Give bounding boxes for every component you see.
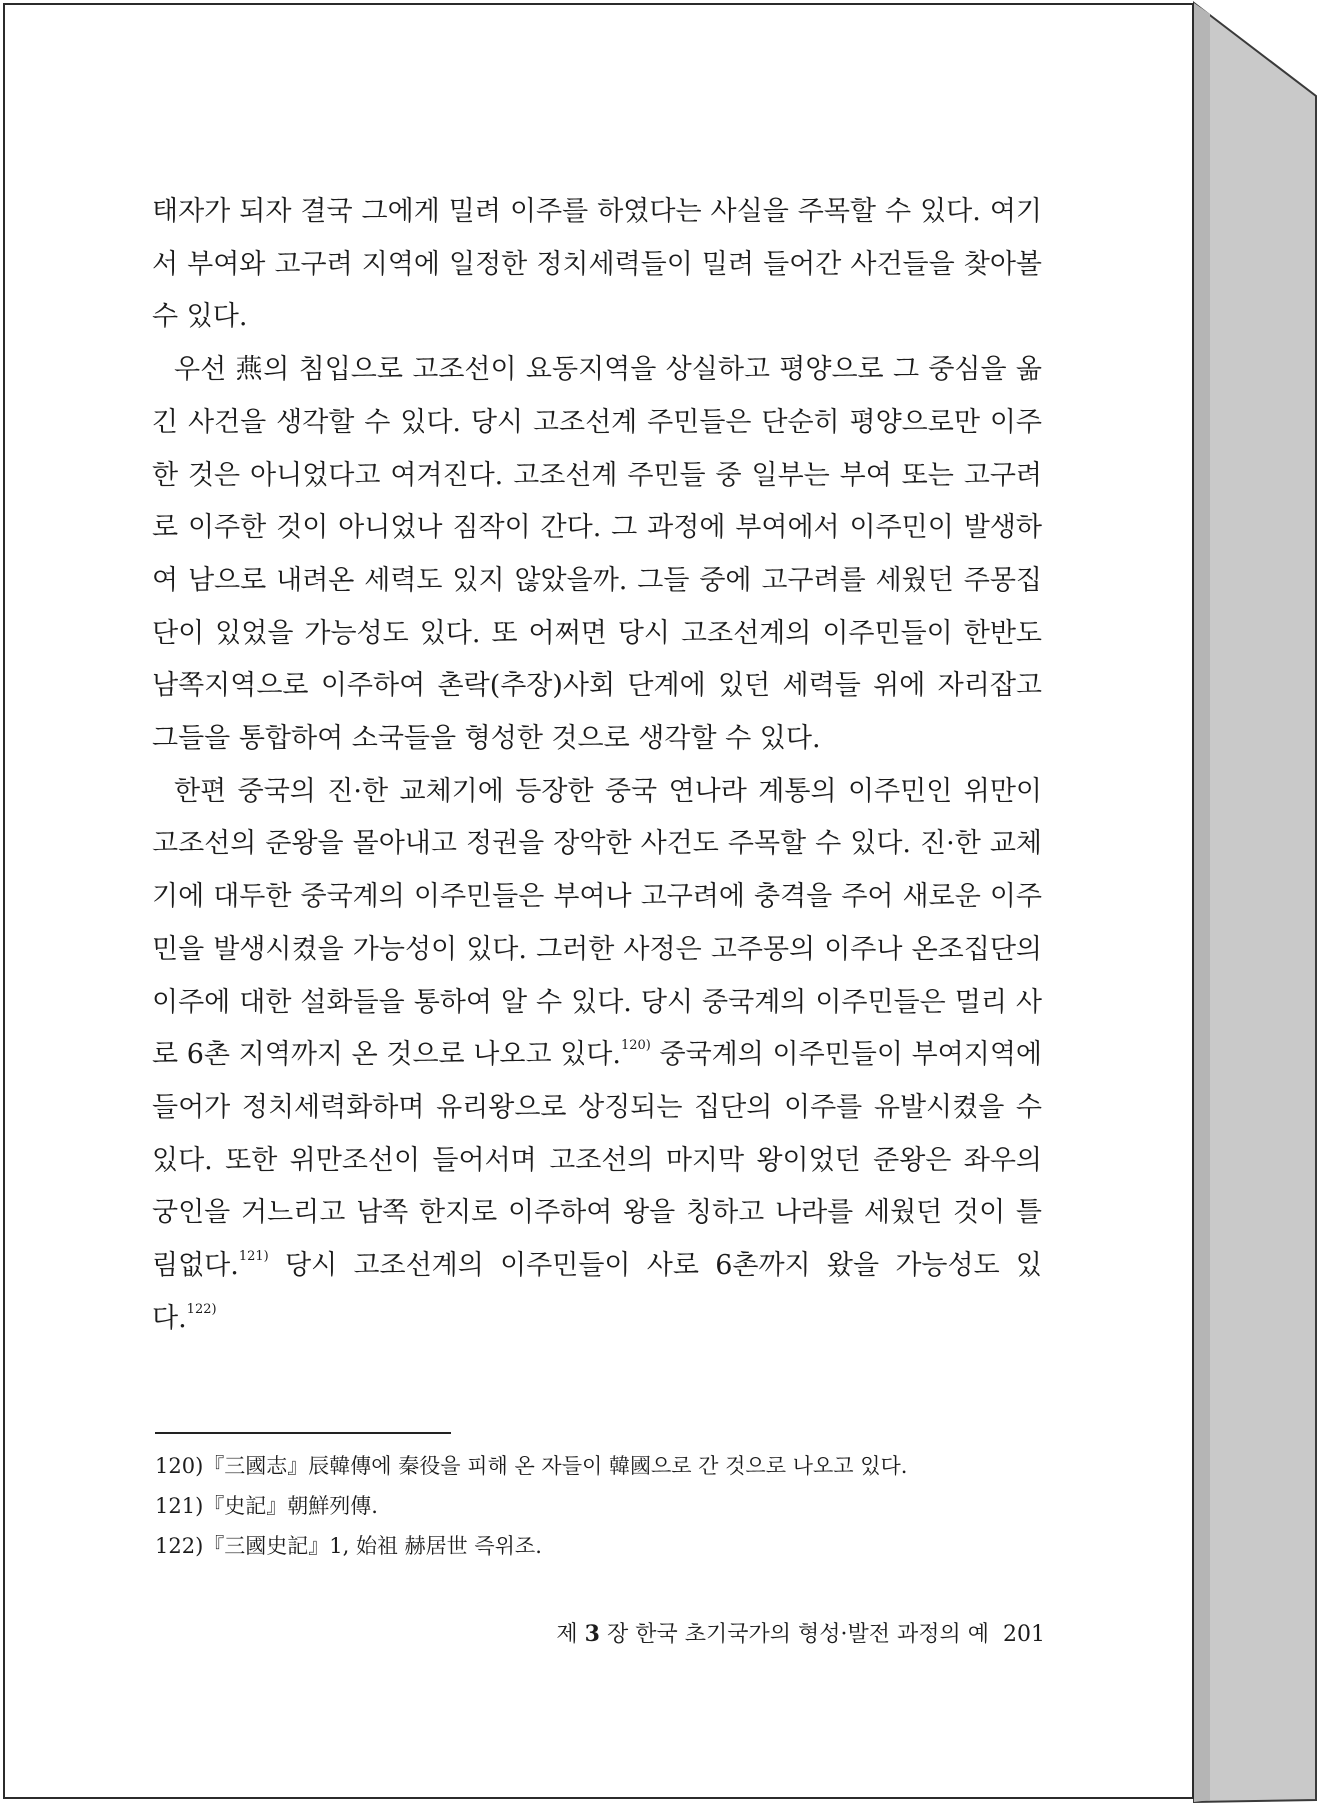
paragraph-text: 한편 중국의 진·한 교체기에 등장한 중국 연나라 계통의 이주민인 위만이 고조선의 준왕을 몰아내고 정권을 장악한 사건도 주목할 수 있다. 진·한 교체기에 대두한 중국계의 이주민들은 부여나 고구려에 충격을 주어 새로운 이주민을 발생시켰을 가능성이 있다. 그러한 사정은 고주몽의 이주나 온조집단의 이주에 대한 설화들을 통하여 알 수 있다. 당시 중국계의 이주민들은 멀리 사로 6촌 지역까지 온 것으로 나오고 있다.: [152, 775, 1042, 1071]
running-footer: [505, 1617, 1045, 1648]
footnote-separator: [155, 1432, 451, 1434]
footnote-reference: 122): [186, 1301, 217, 1317]
chapter-prefix: 제: [556, 1622, 578, 1647]
footnote: 120)『三國志』辰韓傳에 秦役을 피해 온 자들이 韓國으로 간 것으로 나오고 있다.: [155, 1454, 908, 1478]
footnotes: [155, 1446, 1045, 1566]
paragraph-text: 중국계의 이주민들이 부여지역에 들어가 정치세력화하며 유리왕으로 상징되는 집단의 이주를 유발시켰을 수 있다. 또한 위만조선이 들어서며 고조선의 마지막 왕이었던 준왕은 좌우의 궁인을 거느리고 남쪽 한지로 이주하여 왕을 칭하고 나라를 세웠던 것이 틀림없다.: [152, 1039, 1042, 1282]
footnote: 122)『三國史記』1, 始祖 赫居世 즉위조.: [155, 1534, 542, 1558]
chapter-suffix: 장: [606, 1622, 629, 1647]
footnote: 121)『史記』朝鮮列傳.: [155, 1494, 378, 1518]
body-text: [152, 186, 1042, 1345]
chapter-number: 3: [584, 1621, 600, 1647]
paragraph-text: 당시 고조선계의 이주민들이 사로 6촌까지 왔을 가능성도 있다.: [152, 1250, 1042, 1334]
page-number: 201: [1003, 1622, 1045, 1647]
footnote-reference: 121): [238, 1249, 269, 1265]
footnote-reference: 120): [620, 1038, 651, 1054]
paragraph: 우선 燕의 침입으로 고조선이 요동지역을 상실하고 평양으로 그 중심을 옮긴 사건을 생각할 수 있다. 당시 고조선계 주민들은 단순히 평양으로만 이주한 것은 아니었다고 여겨진다. 고조선계 주민들 중 일부는 부여 또는 고구려로 이주한 것이 아니었나 짐작이 간다. 그 과정에 부여에서 이주민이 발생하여 남으로 내려온 세력도 있지 않았을까. 그들 중에 고구려를 세웠던 주몽집단이 있었을 가능성도 있다. 또 어쩌면 당시 고조선계의 이주민들이 한반도 남쪽지역으로 이주하여 촌락(추장)사회 단계에 있던 세력들 위에 자리잡고 그들을 통합하여 소국들을 형성한 것으로 생각할 수 있다.: [152, 354, 1042, 755]
paragraph: [152, 766, 1042, 1346]
paragraph: 태자가 되자 결국 그에게 밀려 이주를 하였다는 사실을 주목할 수 있다. 여기서 부여와 고구려 지역에 일정한 정치세력들이 밀려 들어간 사건들을 찾아볼 수 있다.: [152, 196, 1042, 333]
chapter-title: 한국 초기국가의 형성·발전 과정의 예: [635, 1622, 989, 1647]
